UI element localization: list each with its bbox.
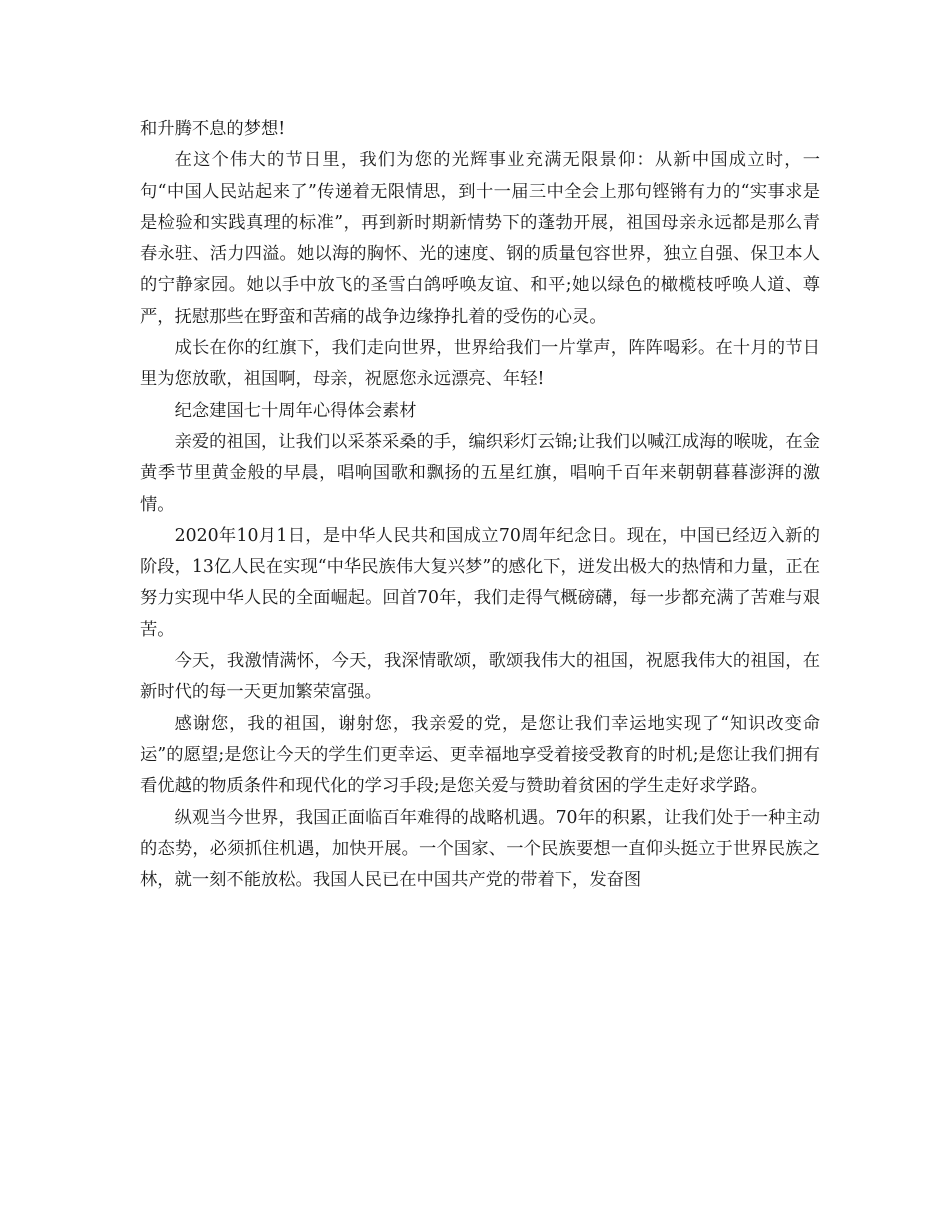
- paragraph-anniversary: 2020年10月1日，是中华人民共和国成立70周年纪念日。现在，中国已经迈入新的阶段，13亿人民在实现“中华民族伟大复兴梦”的感化下，迸发出极大的热情和力量，正在努力实现中华人民的全面崛起。回首70年，我们走得气概磅礴，每一步都充满了苦难与艰苦。: [140, 525, 820, 640]
- paragraph-continuation: 和升腾不息的梦想!: [140, 119, 286, 139]
- paragraph-world-view: 纵观当今世界，我国正面临百年难得的战略机遇。70年的积累，让我们处于一种主动的态势，必须抓住机遇，加快开展。一个国家、一个民族要想一直仰头挺立于世界民族之林，就一刻不能放松。我国人民已在中国共产党的带着下，发奋图: [140, 807, 820, 891]
- paragraph-gratitude: 感谢您，我的祖国，谢射您，我亲爱的党，是您让我们幸运地实现了“知识改变命运”的愿望;是您让今天的学生们更幸运、更幸福地享受着接受教育的时机;是您让我们拥有看优越的物质条件和现代化的学习手段;是您关爱与赞助着贫困的学生走好求学路。: [140, 713, 820, 797]
- paragraph-festival-admiration: 在这个伟大的节日里，我们为您的光辉事业充满无限景仰：从新中国成立时，一句“中国人民站起来了”传递着无限情思，到十一届三中全会上那句铿锵有力的“实事求是是检验和实践真理的标准”，再到新时期新情势下的蓬勃开展，祖国母亲永远都是那么青春永驻、活力四溢。她以海的胸怀、光的速度、钢的质量包容世界，独立自强、保卫本人的宁静家园。她以手中放飞的圣雪白鸽呼唤友谊、和平;她以绿色的橄榄枝呼唤人道、尊严，抚慰那些在野蛮和苦痛的战争边缘挣扎着的受伤的心灵。: [140, 150, 820, 327]
- document-page: [140, 114, 820, 896]
- paragraph-growing-under-flag: 成长在你的红旗下，我们走向世界，世界给我们一片掌声，阵阵喝彩。在十月的节日里为您放歌，祖国啊，母亲，祝愿您永远漂亮、年轻!: [140, 338, 820, 390]
- paragraph-today: 今天，我激情满怀，今天，我深情歌颂，歌颂我伟大的祖国，祝愿我伟大的祖国，在新时代的每一天更加繁荣富强。: [140, 651, 820, 703]
- section-heading: 纪念建国七十周年心得体会素材: [174, 400, 417, 421]
- paragraph-dear-motherland: 亲爱的祖国，让我们以采茶采桑的手，编织彩灯云锦;让我们以喊江成海的喉咙，在金黄季节里黄金般的早晨，唱响国歌和飘扬的五星红旗，唱响千百年来朝朝暮暮澎湃的激情。: [140, 431, 820, 515]
